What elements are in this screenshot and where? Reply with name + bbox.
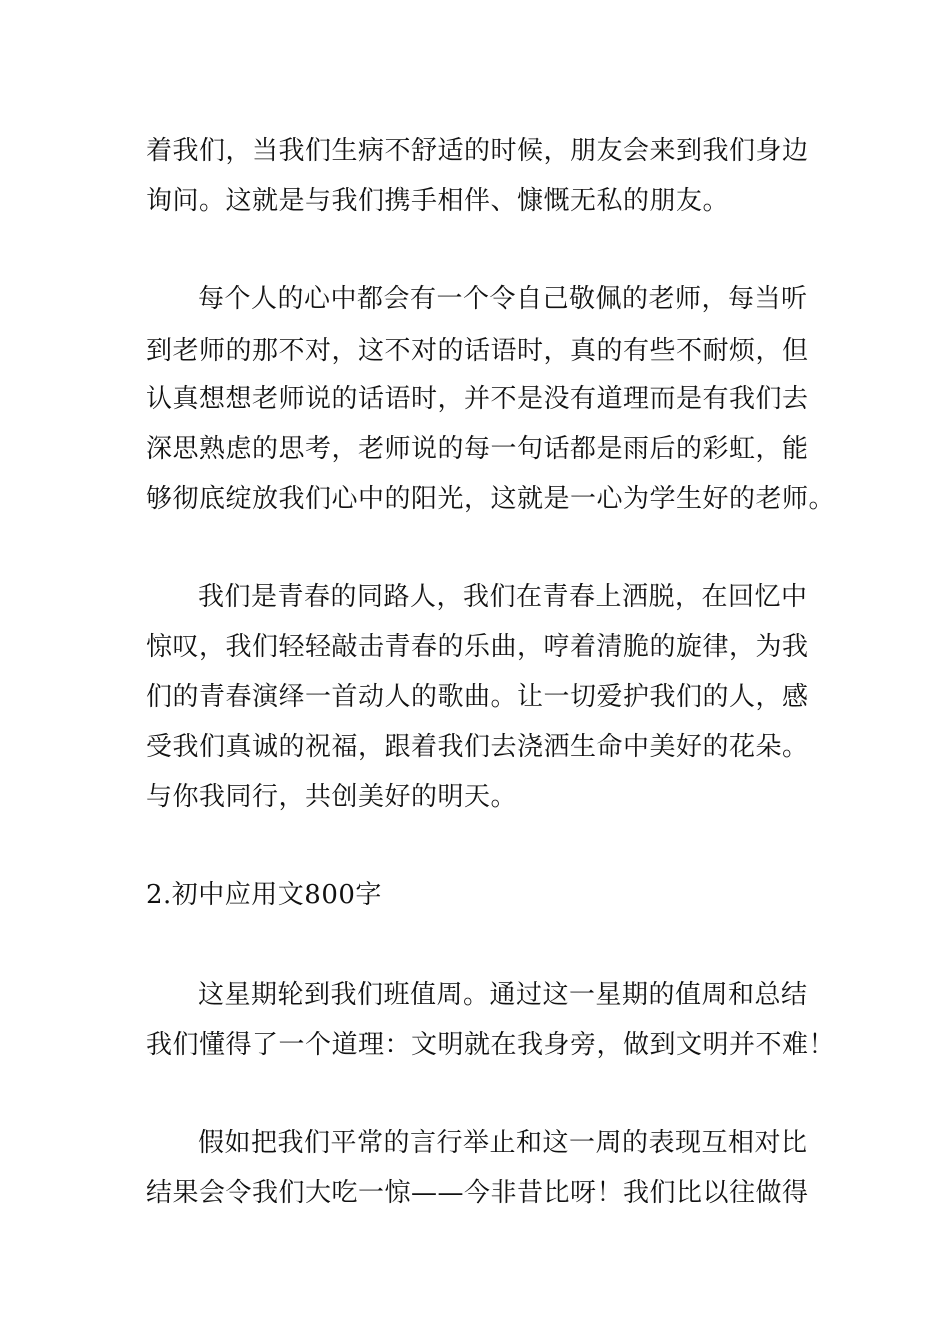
paragraph-3-line-4: 受我们真诚的祝福，跟着我们去浇洒生命中美好的花朵。 (146, 732, 809, 762)
paragraph-3-line-2: 惊叹，我们轻轻敲击青春的乐曲，哼着清脆的旋律，为我 (146, 632, 809, 662)
section-heading: 2.初中应用文800字 (146, 880, 382, 910)
paragraph-2-line-3: 认真想想老师说的话语时，并不是没有道理而是有我们去 (146, 384, 809, 414)
paragraph-3-line-5: 与你我同行，共创美好的明天。 (146, 782, 518, 812)
paragraph-1-line-2: 询问。这就是与我们携手相伴、慷慨无私的朋友。 (146, 186, 730, 216)
paragraph-2-line-1: 每个人的心中都会有一个令自己敬佩的老师，每当听 (198, 284, 808, 314)
paragraph-3-line-3: 们的青春演绎一首动人的歌曲。让一切爱护我们的人，感 (146, 682, 809, 712)
paragraph-4-line-2: 我们懂得了一个道理：文明就在我身旁，做到文明并不难！ (146, 1030, 836, 1060)
paragraph-5-line-1: 假如把我们平常的言行举止和这一周的表现互相对比 (198, 1128, 808, 1158)
paragraph-3-line-1: 我们是青春的同路人，我们在青春上洒脱，在回忆中 (198, 582, 808, 612)
paragraph-2-line-4: 深思熟虑的思考，老师说的每一句话都是雨后的彩虹，能 (146, 434, 809, 464)
paragraph-1-line-1: 着我们，当我们生病不舒适的时候，朋友会来到我们身边 (146, 136, 809, 166)
paragraph-4-line-1: 这星期轮到我们班值周。通过这一星期的值周和总结 (198, 980, 808, 1010)
paragraph-2-line-5: 够彻底绽放我们心中的阳光，这就是一心为学生好的老师。 (146, 484, 836, 514)
paragraph-2-line-2: 到老师的那不对，这不对的话语时，真的有些不耐烦，但 (146, 336, 809, 366)
paragraph-5-line-2: 结果会令我们大吃一惊——今非昔比呀！我们比以往做得 (146, 1178, 809, 1208)
